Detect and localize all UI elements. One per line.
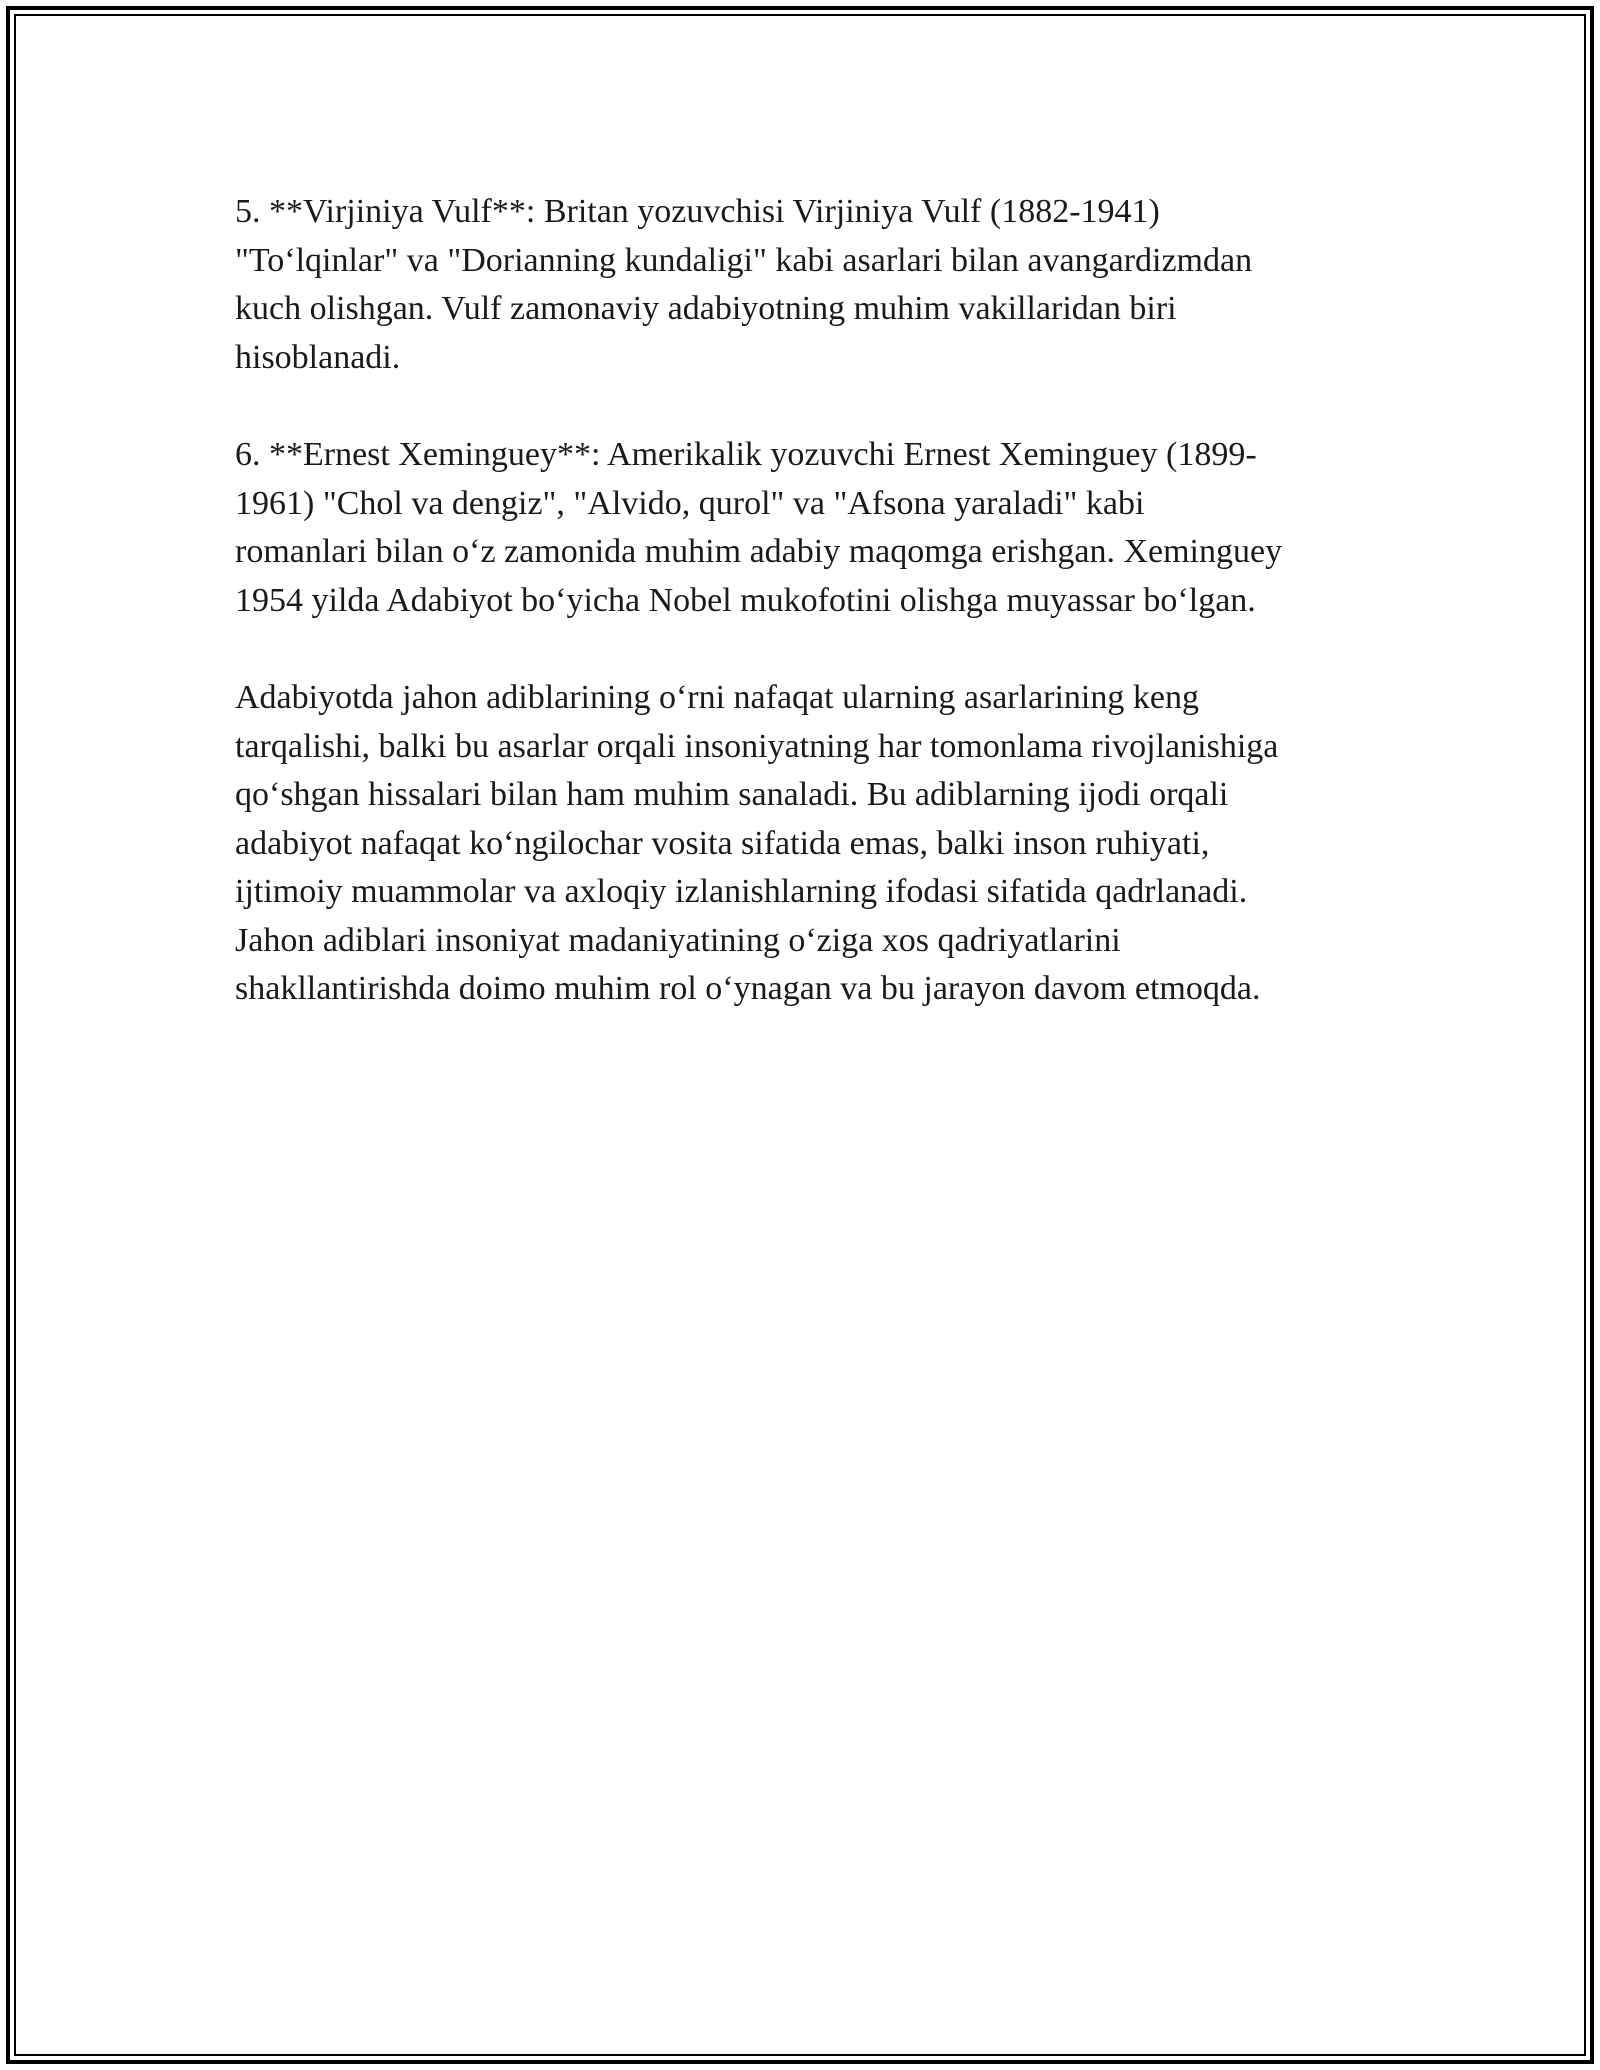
paragraph-conclusion: Adabiyotda jahon adiblarining o‘rni nafaqat ularning asarlarining keng tarqalishi, balki bu asarlar orqali insoniyatning har tomonlama rivojlanishiga qo‘shgan hissalari bilan ham muhim sanaladi. Bu adiblarning ijodi orqali adabiyot nafaqat ko‘ngilochar vosita sifatida emas, balki inson ruhiyati, ijtimoiy muammolar va axloqiy izlanishlarning ifodasi sifatida qadrlanadi. Jahon adiblari insoniyat madaniyatining o‘ziga xos qadriyatlarini shakllantirishda doimo muhim rol o‘ynagan va bu jarayon davom etmoqda. bbox=[235, 679, 1279, 1007]
document-body bbox=[235, 188, 1375, 1063]
paragraph-virjiniya-vulf: 5. **Virjiniya Vulf**: Britan yozuvchisi Virjiniya Vulf (1882-1941) "To‘lqinlar" va "Dorianning kundaligi" kabi asarlari bilan avangardizmdan kuch olishgan. Vulf zamonaviy adabiyotning muhim vakillaridan biri hisoblanadi. bbox=[235, 193, 1253, 376]
paragraph-ernest-xeminguey: 6. **Ernest Xeminguey**: Amerikalik yozuvchi Ernest Xeminguey (1899- 1961) "Chol va dengiz", "Alvido, qurol" va "Afsona yaraladi" kabi romanlari bilan o‘z zamonida muhim adabiy maqomga erishgan. Xeminguey 1954 yilda Adabiyot bo‘yicha Nobel mukofotini olishga muyassar bo‘lgan. bbox=[235, 436, 1283, 619]
